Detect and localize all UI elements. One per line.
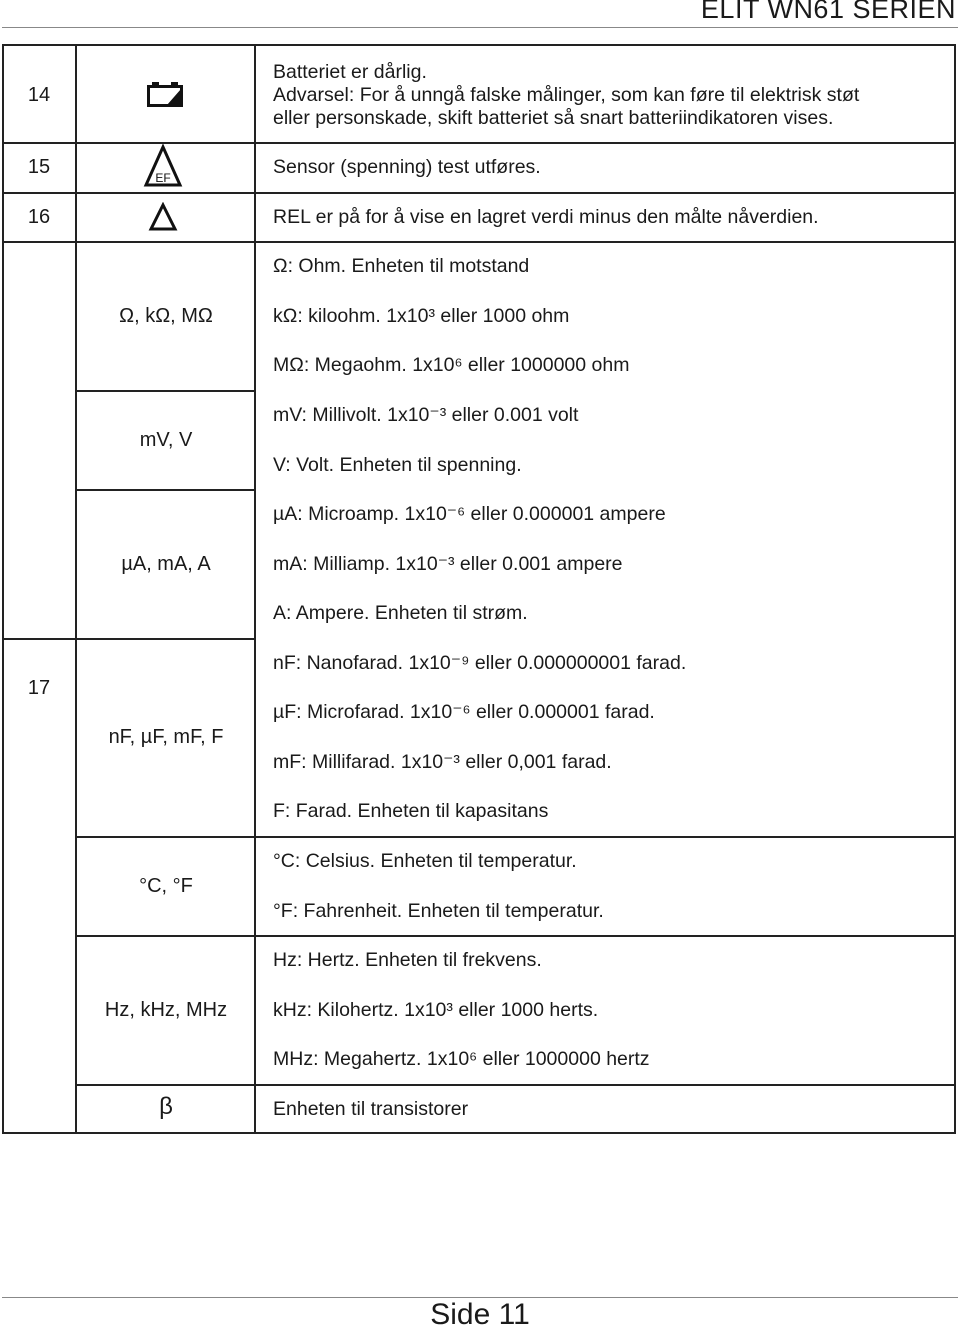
farad-line-4: F: Farad. Enheten til kapasitans [273,800,549,822]
symbol-volt: mV, V [139,429,193,451]
farad-line-2: µF: Microfarad. 1x10⁻⁶ eller 0.000001 farad. [273,701,655,723]
document-header-title: ELIT WN61 SERIEN [700,0,956,24]
amp-line-1: µA: Microamp. 1x10⁻⁶ eller 0.000001 ampere [273,503,666,525]
column-divider-number [75,44,77,1134]
symbol-temperature: °C, °F [139,875,193,897]
ef-icon-text: EF [155,171,171,185]
row-divider-hertz [75,1084,956,1086]
amp-line-3: A: Ampere. Enheten til strøm. [273,602,528,624]
symbol-ohm: Ω, kΩ, MΩ [119,305,213,327]
row-number-17: 17 [27,677,51,699]
symbol-table [2,44,956,1134]
row-15-text: Sensor (spenning) test utføres. [273,156,541,178]
symbol-farad: nF, µF, mF, F [108,726,224,748]
hertz-line-1: Hz: Hertz. Enheten til frekvens. [273,949,542,971]
header-divider [2,27,958,28]
ef-triangle-icon [143,144,183,193]
row-divider-volt [75,489,256,491]
amp-line-2: mA: Milliamp. 1x10⁻³ eller 0.001 ampere [273,553,623,575]
row-divider-farad [75,836,956,838]
column-divider-symbol [254,44,256,1134]
table-border-top [2,44,956,46]
ohm-line-3: MΩ: Megaohm. 1x10⁶ eller 1000000 ohm [273,354,630,376]
row-number-16: 16 [27,206,51,228]
delta-triangle-icon [148,202,178,237]
row-divider-amp [2,638,256,640]
row-divider-16 [2,241,956,243]
row-14-line-1: Batteriet er dårlig. [273,61,427,83]
temp-line-1: °C: Celsius. Enheten til temperatur. [273,850,577,872]
row-number-14: 14 [27,84,51,106]
row-divider-temp [75,935,956,937]
table-border-bottom [2,1132,956,1134]
ohm-line-2: kΩ: kiloohm. 1x10³ eller 1000 ohm [273,305,570,327]
volt-line-1: mV: Millivolt. 1x10⁻³ eller 0.001 volt [273,404,579,426]
page-number: Side 11 [430,1298,530,1331]
hertz-line-3: MHz: Megahertz. 1x10⁶ eller 1000000 hertz [273,1048,650,1070]
symbol-beta: β [159,1093,173,1120]
ohm-line-1: Ω: Ohm. Enheten til motstand [273,255,530,277]
symbol-hertz: Hz, kHz, MHz [104,999,228,1021]
row-14-line-3: eller personskade, skift batteriet så snart batteriindikatoren vises. [273,107,834,129]
farad-line-3: mF: Millifarad. 1x10⁻³ eller 0,001 farad. [273,751,612,773]
table-border-right [954,44,956,1134]
farad-line-1: nF: Nanofarad. 1x10⁻⁹ eller 0.000000001 farad. [273,652,687,674]
row-14-line-2: Advarsel: For å unngå falske målinger, som kan føre til elektrisk støt [273,84,860,106]
row-divider-ohm [75,390,256,392]
symbol-amp: µA, mA, A [121,553,211,575]
beta-line-1: Enheten til transistorer [273,1098,469,1120]
row-16-text: REL er på for å vise en lagret verdi minus den målte nåverdien. [273,206,819,228]
volt-line-2: V: Volt. Enheten til spenning. [273,454,522,476]
row-number-15: 15 [27,156,51,178]
hertz-line-2: kHz: Kilohertz. 1x10³ eller 1000 herts. [273,999,599,1021]
temp-line-2: °F: Fahrenheit. Enheten til temperatur. [273,900,604,922]
battery-icon [147,81,183,112]
